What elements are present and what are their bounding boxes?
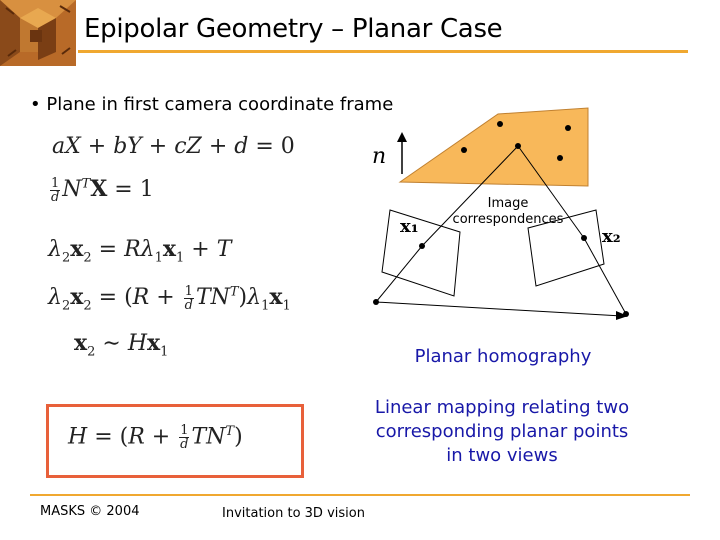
linear-mapping-caption [352,396,652,468]
image-correspondences-line-2: correspondences [452,212,564,227]
equation-homography-relation: $x_2$ ∼ $Hx_1$ [74,330,169,360]
x1-label: x₁ [400,216,419,237]
footer-copyright: MASKS © 2004 [40,504,140,519]
linear-mapping-line-1: Linear mapping relating two [374,397,630,418]
bullet-dot: • [30,94,41,115]
equation-substituted: $\lambda_2x_2 = (R$ + $\frac{1}{d}$ $TN^T)\lambda_1x_1$ [48,283,291,314]
normal-label: n [372,144,387,169]
footer-course: Invitation to 3D vision [222,506,365,521]
scene-plane [400,108,588,186]
image-correspondences-label [446,196,570,228]
slide-title: Epipolar Geometry – Planar Case [84,14,503,44]
equation-plane: aX + bY + cZ + d = 0 [52,134,295,159]
equation-normal: $\frac{1}{d}$ $N^TX = 1$ [50,175,154,205]
linear-mapping-line-3: in two views [446,445,558,466]
equation-homography-boxed: H = (R + $\frac{1}{d}$ $TN^T$) [68,423,243,452]
3d-cube-logo-icon [0,0,76,66]
x2-label: x₂ [602,226,621,247]
bullet-item [30,94,393,115]
planar-homography-caption: Planar homography [414,346,592,367]
title-divider [78,50,688,53]
equation-rigid-motion: $\lambda_2x_2 = R\lambda_1x_1 + T$ [48,236,232,266]
baseline-arrow [376,302,622,316]
footer-divider [30,494,690,496]
bullet-text: Plane in first camera coordinate frame [46,94,394,115]
image-correspondences-line-1: Image [487,196,529,211]
linear-mapping-line-2: corresponding planar points [375,421,629,442]
